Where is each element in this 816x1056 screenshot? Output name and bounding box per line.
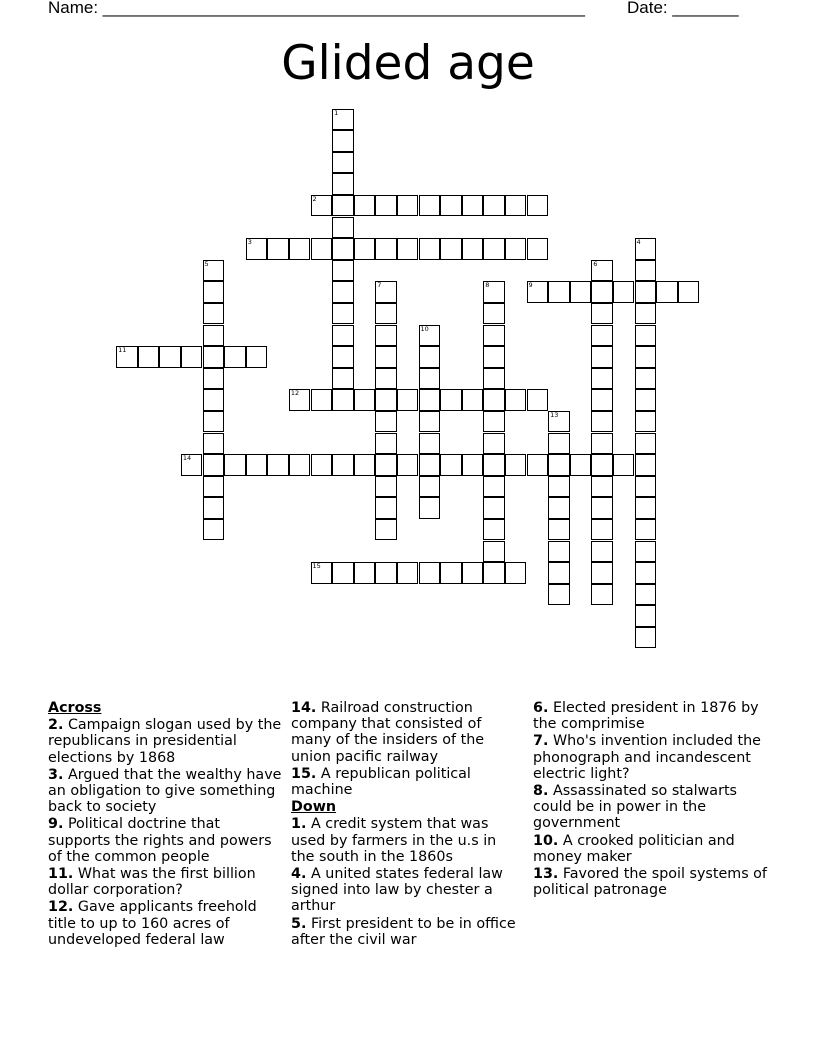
grid-cell[interactable]	[591, 519, 613, 541]
grid-cell[interactable]	[289, 238, 311, 260]
grid-cell[interactable]	[203, 454, 225, 476]
grid-cell[interactable]	[591, 433, 613, 455]
grid-cell[interactable]	[311, 389, 333, 411]
grid-cell[interactable]	[375, 368, 397, 390]
grid-cell[interactable]	[591, 562, 613, 584]
grid-cell[interactable]	[548, 411, 570, 433]
grid-cell[interactable]	[311, 195, 333, 217]
grid-cell[interactable]	[527, 238, 549, 260]
grid-cell[interactable]	[483, 497, 505, 519]
grid-cell[interactable]	[419, 476, 441, 498]
grid-cell[interactable]	[635, 519, 657, 541]
grid-cell[interactable]	[548, 476, 570, 498]
grid-cell[interactable]	[591, 389, 613, 411]
grid-cell[interactable]	[419, 454, 441, 476]
clue-down-4: 4. A united states federal law signed into law by chester a arthur	[291, 866, 503, 915]
grid-cell[interactable]	[332, 389, 354, 411]
grid-cell[interactable]	[159, 346, 181, 368]
grid-cell[interactable]	[354, 195, 376, 217]
grid-cell[interactable]	[635, 605, 657, 627]
clues-column-1	[48, 700, 283, 949]
grid-cell[interactable]	[591, 476, 613, 498]
grid-cell[interactable]	[483, 562, 505, 584]
grid-cell[interactable]	[289, 454, 311, 476]
grid-cell[interactable]	[354, 389, 376, 411]
grid-cell[interactable]	[591, 303, 613, 325]
grid-cell[interactable]	[203, 476, 225, 498]
grid-cell[interactable]	[483, 195, 505, 217]
grid-cell[interactable]	[332, 303, 354, 325]
grid-cell[interactable]	[332, 260, 354, 282]
grid-cell[interactable]	[505, 195, 527, 217]
clue-number: 2	[312, 194, 317, 203]
grid-cell[interactable]	[397, 389, 419, 411]
grid-cell[interactable]	[375, 325, 397, 347]
grid-cell[interactable]	[332, 238, 354, 260]
grid-cell[interactable]	[440, 195, 462, 217]
grid-cell[interactable]	[656, 281, 678, 303]
clue-number: 7	[377, 281, 382, 290]
grid-cell[interactable]	[591, 584, 613, 606]
grid-cell[interactable]	[635, 562, 657, 584]
clue-number: 11	[118, 346, 127, 355]
clue-number: 1	[334, 108, 339, 117]
clue-number: 3	[247, 238, 252, 247]
grid-cell[interactable]	[419, 368, 441, 390]
grid-cell[interactable]	[483, 389, 505, 411]
grid-cell[interactable]	[354, 562, 376, 584]
clue-number: 4	[636, 238, 641, 247]
grid-cell[interactable]	[440, 389, 462, 411]
grid-cell[interactable]	[440, 238, 462, 260]
grid-cell[interactable]	[635, 238, 657, 260]
grid-cell[interactable]	[548, 562, 570, 584]
grid-cell[interactable]	[505, 562, 527, 584]
grid-cell[interactable]	[419, 433, 441, 455]
clue-number: 6	[593, 259, 598, 268]
grid-cell[interactable]	[635, 346, 657, 368]
grid-cell[interactable]	[635, 584, 657, 606]
grid-cell[interactable]	[635, 454, 657, 476]
grid-cell[interactable]	[332, 217, 354, 239]
grid-cell[interactable]	[397, 454, 419, 476]
grid-cell[interactable]	[375, 454, 397, 476]
grid-cell[interactable]	[462, 562, 484, 584]
clue-down-6: 6. Elected president in 1876 by the comprimise	[533, 700, 759, 733]
page-title: Glided age	[281, 36, 535, 91]
grid-cell[interactable]	[203, 519, 225, 541]
grid-cell[interactable]	[505, 389, 527, 411]
grid-cell[interactable]	[483, 325, 505, 347]
grid-cell[interactable]	[224, 454, 246, 476]
grid-cell[interactable]	[375, 411, 397, 433]
grid-cell[interactable]	[591, 454, 613, 476]
clue-across-14: 14. Railroad construction company that consisted of many of the insiders of the union pacific railway	[291, 700, 485, 765]
clue-number: 12	[290, 389, 300, 398]
grid-cell[interactable]	[462, 454, 484, 476]
grid-cell[interactable]	[635, 476, 657, 498]
grid-cell[interactable]	[203, 325, 225, 347]
grid-cell[interactable]	[375, 519, 397, 541]
clue-down-8: 8. Assassinated so stalwarts could be in power in the government	[533, 783, 738, 832]
grid-cell[interactable]	[548, 497, 570, 519]
grid-cell[interactable]	[635, 497, 657, 519]
grid-cell[interactable]	[419, 411, 441, 433]
grid-cell[interactable]	[591, 281, 613, 303]
grid-cell[interactable]	[548, 584, 570, 606]
grid-cell[interactable]	[375, 281, 397, 303]
grid-cell[interactable]	[203, 411, 225, 433]
grid-cell[interactable]	[354, 454, 376, 476]
grid-cell[interactable]	[527, 281, 549, 303]
grid-cell[interactable]	[678, 281, 700, 303]
clues-column-3	[533, 700, 773, 899]
grid-cell[interactable]	[354, 238, 376, 260]
grid-cell[interactable]	[527, 454, 549, 476]
grid-cell[interactable]	[267, 238, 289, 260]
grid-cell[interactable]	[635, 541, 657, 563]
grid-cell[interactable]	[462, 238, 484, 260]
grid-cell[interactable]	[483, 303, 505, 325]
grid-cell[interactable]	[203, 346, 225, 368]
clue-across-3: 3. Argued that the wealthy have an obligation to give something back to society	[48, 766, 282, 816]
grid-cell[interactable]	[548, 454, 570, 476]
down-heading: Down	[291, 799, 337, 816]
grid-cell[interactable]	[527, 389, 549, 411]
clue-down-7: 7. Who's invention included the phonograph and incandescent electric light?	[533, 733, 761, 782]
grid-cell[interactable]	[332, 281, 354, 303]
grid-cell[interactable]	[397, 238, 419, 260]
clue-across-11: 11. What was the first billion dollar corporation?	[48, 866, 256, 899]
grid-cell[interactable]	[397, 562, 419, 584]
grid-cell[interactable]	[591, 411, 613, 433]
grid-cell[interactable]	[419, 562, 441, 584]
grid-cell[interactable]	[613, 281, 635, 303]
grid-cell[interactable]	[375, 476, 397, 498]
clue-number: 10	[420, 324, 429, 333]
grid-cell[interactable]	[246, 454, 268, 476]
grid-cell[interactable]	[181, 346, 203, 368]
grid-cell[interactable]	[246, 238, 268, 260]
grid-cell[interactable]	[246, 346, 268, 368]
grid-cell[interactable]	[635, 389, 657, 411]
grid-cell[interactable]	[375, 346, 397, 368]
grid-cell[interactable]	[570, 281, 592, 303]
grid-cell[interactable]	[289, 389, 311, 411]
grid-cell[interactable]	[548, 541, 570, 563]
grid-cell[interactable]	[591, 346, 613, 368]
grid-cell[interactable]	[635, 627, 657, 649]
grid-cell[interactable]	[591, 368, 613, 390]
grid-cell[interactable]	[570, 454, 592, 476]
grid-cell[interactable]	[267, 454, 289, 476]
grid-cell[interactable]	[181, 454, 203, 476]
clue-number: 8	[485, 281, 490, 290]
grid-cell[interactable]	[203, 433, 225, 455]
grid-cell[interactable]	[483, 519, 505, 541]
grid-cell[interactable]	[483, 346, 505, 368]
clue-across-12: 12. Gave applicants freehold title to up to 160 acres of undeveloped federal law	[48, 899, 257, 948]
grid-cell[interactable]	[635, 368, 657, 390]
grid-cell[interactable]	[462, 195, 484, 217]
grid-cell[interactable]	[332, 325, 354, 347]
clue-down-10: 10. A crooked politician and money maker	[533, 832, 735, 865]
grid-cell[interactable]	[635, 411, 657, 433]
grid-cell[interactable]	[203, 281, 225, 303]
grid-cell[interactable]	[635, 260, 657, 282]
grid-cell[interactable]	[375, 497, 397, 519]
grid-cell[interactable]	[311, 454, 333, 476]
grid-cell[interactable]	[375, 433, 397, 455]
grid-cell[interactable]	[635, 325, 657, 347]
grid-cell[interactable]	[591, 497, 613, 519]
grid-cell[interactable]	[483, 541, 505, 563]
grid-cell[interactable]	[332, 368, 354, 390]
grid-cell[interactable]	[483, 411, 505, 433]
grid-cell[interactable]	[419, 389, 441, 411]
grid-cell[interactable]	[375, 303, 397, 325]
grid-cell[interactable]	[591, 260, 613, 282]
grid-cell[interactable]	[548, 433, 570, 455]
grid-cell[interactable]	[440, 454, 462, 476]
clue-down-1: 1. A credit system that was used by farmers in the u.s in the south in the 1860s	[291, 816, 497, 865]
grid-cell[interactable]	[332, 130, 354, 152]
grid-cell[interactable]	[311, 562, 333, 584]
grid-cell[interactable]	[375, 389, 397, 411]
grid-cell[interactable]	[613, 454, 635, 476]
grid-cell[interactable]	[548, 519, 570, 541]
grid-cell[interactable]	[116, 346, 138, 368]
grid-cell[interactable]	[505, 454, 527, 476]
grid-cell[interactable]	[419, 238, 441, 260]
grid-cell[interactable]	[203, 368, 225, 390]
grid-cell[interactable]	[635, 433, 657, 455]
grid-cell[interactable]	[591, 325, 613, 347]
grid-cell[interactable]	[462, 389, 484, 411]
grid-cell[interactable]	[332, 454, 354, 476]
grid-cell[interactable]	[483, 238, 505, 260]
clue-number: 9	[528, 281, 533, 290]
grid-cell[interactable]	[483, 476, 505, 498]
grid-cell[interactable]	[311, 238, 333, 260]
grid-cell[interactable]	[635, 281, 657, 303]
clue-number: 15	[312, 562, 321, 571]
clue-down-13: 13. Favored the spoil systems of political patronage	[533, 866, 767, 899]
grid-cell[interactable]	[332, 109, 354, 131]
grid-cell[interactable]	[419, 497, 441, 519]
grid-cell[interactable]	[548, 281, 570, 303]
grid-cell[interactable]	[203, 389, 225, 411]
grid-cell[interactable]	[483, 454, 505, 476]
clue-across-2: 2. Campaign slogan used by the republicans in presidential elections by 1868	[48, 717, 282, 766]
grid-cell[interactable]	[332, 195, 354, 217]
grid-cell[interactable]	[332, 346, 354, 368]
clue-number: 14	[182, 454, 192, 463]
grid-cell[interactable]	[419, 325, 441, 347]
grid-cell[interactable]	[419, 195, 441, 217]
across-heading: Across	[48, 700, 102, 716]
grid-cell[interactable]	[527, 195, 549, 217]
grid-cell[interactable]	[203, 303, 225, 325]
grid-cell[interactable]	[397, 195, 419, 217]
grid-cell[interactable]	[483, 281, 505, 303]
clue-number: 5	[204, 259, 209, 268]
grid-cell[interactable]	[224, 346, 246, 368]
grid-cell[interactable]	[138, 346, 160, 368]
grid-cell[interactable]	[440, 562, 462, 584]
clue-down-5: 5. First president to be in office after the civil war	[291, 915, 516, 948]
grid-cell[interactable]	[375, 195, 397, 217]
grid-cell[interactable]	[505, 238, 527, 260]
clue-across-15: 15. A republican political machine	[291, 765, 471, 799]
clue-number: 13	[550, 410, 559, 419]
grid-cell[interactable]	[635, 303, 657, 325]
grid-cell[interactable]	[332, 173, 354, 195]
grid-cell[interactable]	[203, 497, 225, 519]
clues-column-2	[291, 700, 521, 949]
grid-cell[interactable]	[203, 260, 225, 282]
grid-cell[interactable]	[332, 152, 354, 174]
grid-cell[interactable]	[483, 368, 505, 390]
grid-cell[interactable]	[375, 238, 397, 260]
name-field[interactable]: Name: ___________________________________________________	[48, 0, 585, 17]
grid-cell[interactable]	[332, 562, 354, 584]
clue-across-9: 9. Political doctrine that supports the rights and powers of the common people	[48, 816, 272, 865]
grid-cell[interactable]	[591, 541, 613, 563]
date-field[interactable]: Date: _______	[627, 0, 739, 17]
grid-cell[interactable]	[483, 433, 505, 455]
grid-cell[interactable]	[375, 562, 397, 584]
grid-cell[interactable]	[419, 346, 441, 368]
